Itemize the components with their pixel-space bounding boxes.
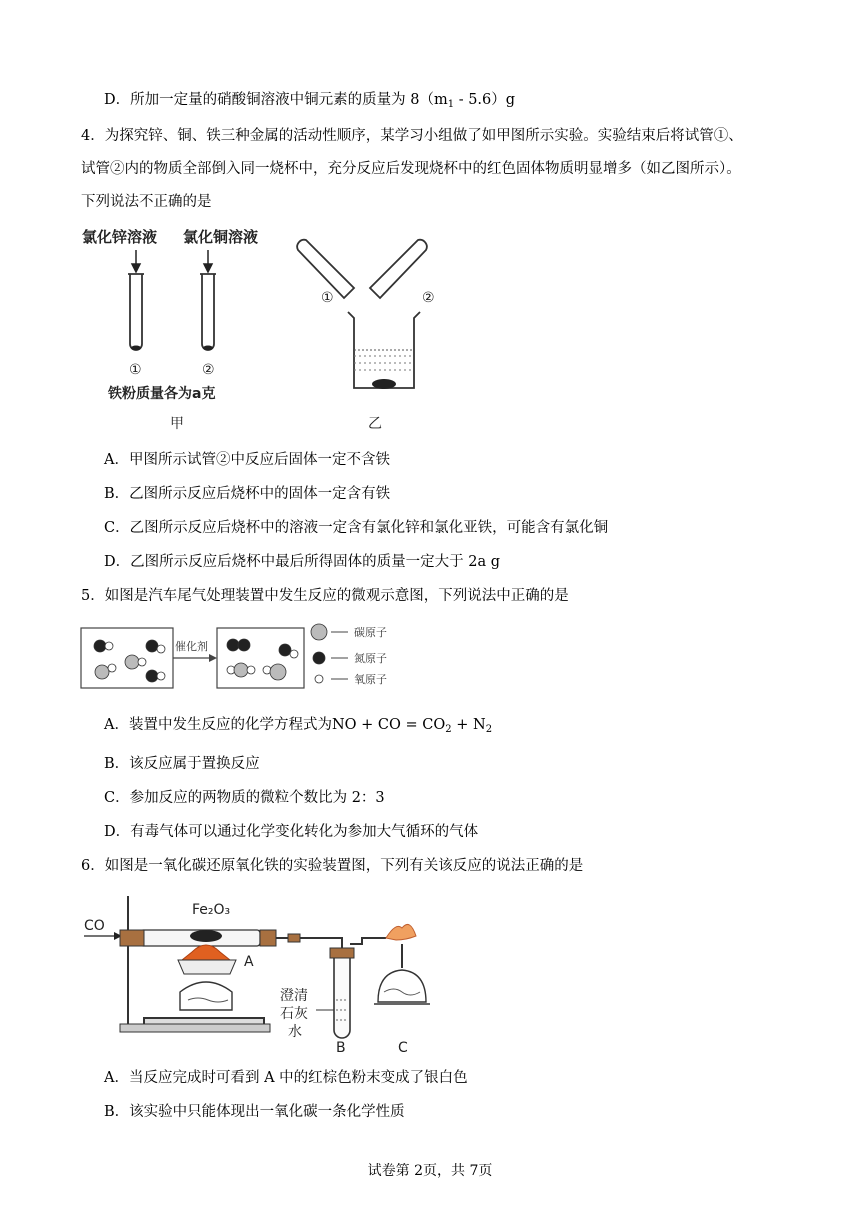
stand-base — [120, 1024, 270, 1032]
flame-a — [182, 945, 230, 960]
flame-c — [386, 924, 416, 940]
q4-stem-line-1: 4．为探究锌、铜、铁三种金属的活动性顺序，某学习小组做了如甲图所示实验。实验结束后将试管①、 — [81, 128, 743, 144]
tube-label-1: ① — [129, 362, 142, 378]
fe2o3-label: Fe₂O₃ — [192, 902, 231, 918]
q5-figure — [80, 620, 410, 692]
catalyst-label: 催化剂 — [175, 640, 208, 653]
q5-stem: 5．如图是汽车尾气处理装置中发生反应的微观示意图，下列说法中正确的是 — [81, 588, 569, 604]
q5-option-b: B．该反应属于置换反应 — [104, 756, 260, 772]
page-footer: 试卷第 2页，共 7页 — [367, 1163, 493, 1179]
q6-option-b: B．该实验中只能体现出一氧化碳一条化学性质 — [104, 1104, 405, 1120]
caption-jia: 甲 — [170, 416, 184, 432]
q4-stem-line-2: 试管②内的物质全部倒入同一烧杯中，充分反应后发现烧杯中的红色固体物质明显增多（如乙图所示）。 — [81, 161, 741, 177]
q4-option-a: A．甲图所示试管②中反应后固体一定不含铁 — [104, 452, 390, 468]
q4-option-c: C．乙图所示反应后烧杯中的溶液一定含有氯化锌和氯化亚铁，可能含有氯化铜 — [104, 520, 609, 536]
stopper-right — [260, 930, 276, 946]
co-label: CO — [84, 918, 105, 934]
limewater-label-2: 石灰 — [280, 1006, 308, 1022]
label-b: B — [336, 1040, 346, 1056]
q4-option-b: B．乙图所示反应后烧杯中的固体一定含有铁 — [104, 486, 391, 502]
q3-option-d: D．所加一定量的硝酸铜溶液中铜元素的质量为 $8(m_1 - 5.6)g$ — [104, 92, 516, 110]
stopper-left — [120, 930, 144, 946]
test-tube-b — [334, 956, 350, 1038]
alcohol-lamp-a — [180, 982, 232, 1010]
burner-shield — [178, 960, 236, 974]
q5-option-d: D．有毒气体可以通过化学变化转化为参加大气循环的气体 — [104, 824, 479, 840]
q6-stem: 6．如图是一氧化碳还原氧化铁的实验装置图，下列有关该反应的说法正确的是 — [81, 858, 584, 874]
label-copper-chloride: 氯化铜溶液 — [183, 228, 259, 246]
q5-option-c: C．参加反应的两物质的微粒个数比为 2：3 — [104, 790, 385, 806]
alcohol-lamp-c — [378, 970, 426, 1002]
legend-nitrogen: 氮原子 — [354, 652, 387, 665]
q6-option-a: A．当反应完成时可看到 A 中的红棕色粉末变成了银白色 — [104, 1070, 468, 1086]
label-c: C — [398, 1040, 408, 1056]
test-tube-2 — [200, 274, 216, 350]
iron-mass-caption: 铁粉质量各为a克 — [108, 386, 216, 402]
q4-figure — [78, 222, 438, 437]
legend-oxygen: 氧原子 — [354, 673, 387, 686]
iron-powder-2 — [203, 346, 213, 351]
q5-option-a: A．装置中发生反应的化学方程式为NO + CO = $CO_2 + N_2$ — [104, 717, 493, 735]
red-solid — [372, 379, 396, 389]
legend-carbon: 碳原子 — [354, 626, 387, 639]
iron-powder-1 — [131, 346, 141, 351]
products-box — [217, 628, 304, 688]
pour-label-2: ② — [422, 290, 435, 306]
tube-label-2: ② — [202, 362, 215, 378]
caption-yi: 乙 — [368, 416, 382, 432]
label-a: A — [244, 954, 254, 970]
q4-stem-line-3: 下列说法不正确的是 — [81, 194, 212, 210]
pour-tube-2 — [370, 240, 427, 298]
limewater-label-1: 澄清 — [280, 988, 308, 1004]
pour-label-1: ① — [321, 290, 334, 306]
limewater-label-3: 水 — [288, 1024, 302, 1040]
iron-oxide-powder — [190, 930, 222, 942]
test-tube-1 — [128, 274, 144, 350]
q4-option-d: D．乙图所示反应后烧杯中最后所得固体的质量一定大于 2a g — [104, 554, 500, 570]
q6-figure — [80, 892, 450, 1060]
label-zinc-chloride: 氯化锌溶液 — [82, 228, 158, 246]
